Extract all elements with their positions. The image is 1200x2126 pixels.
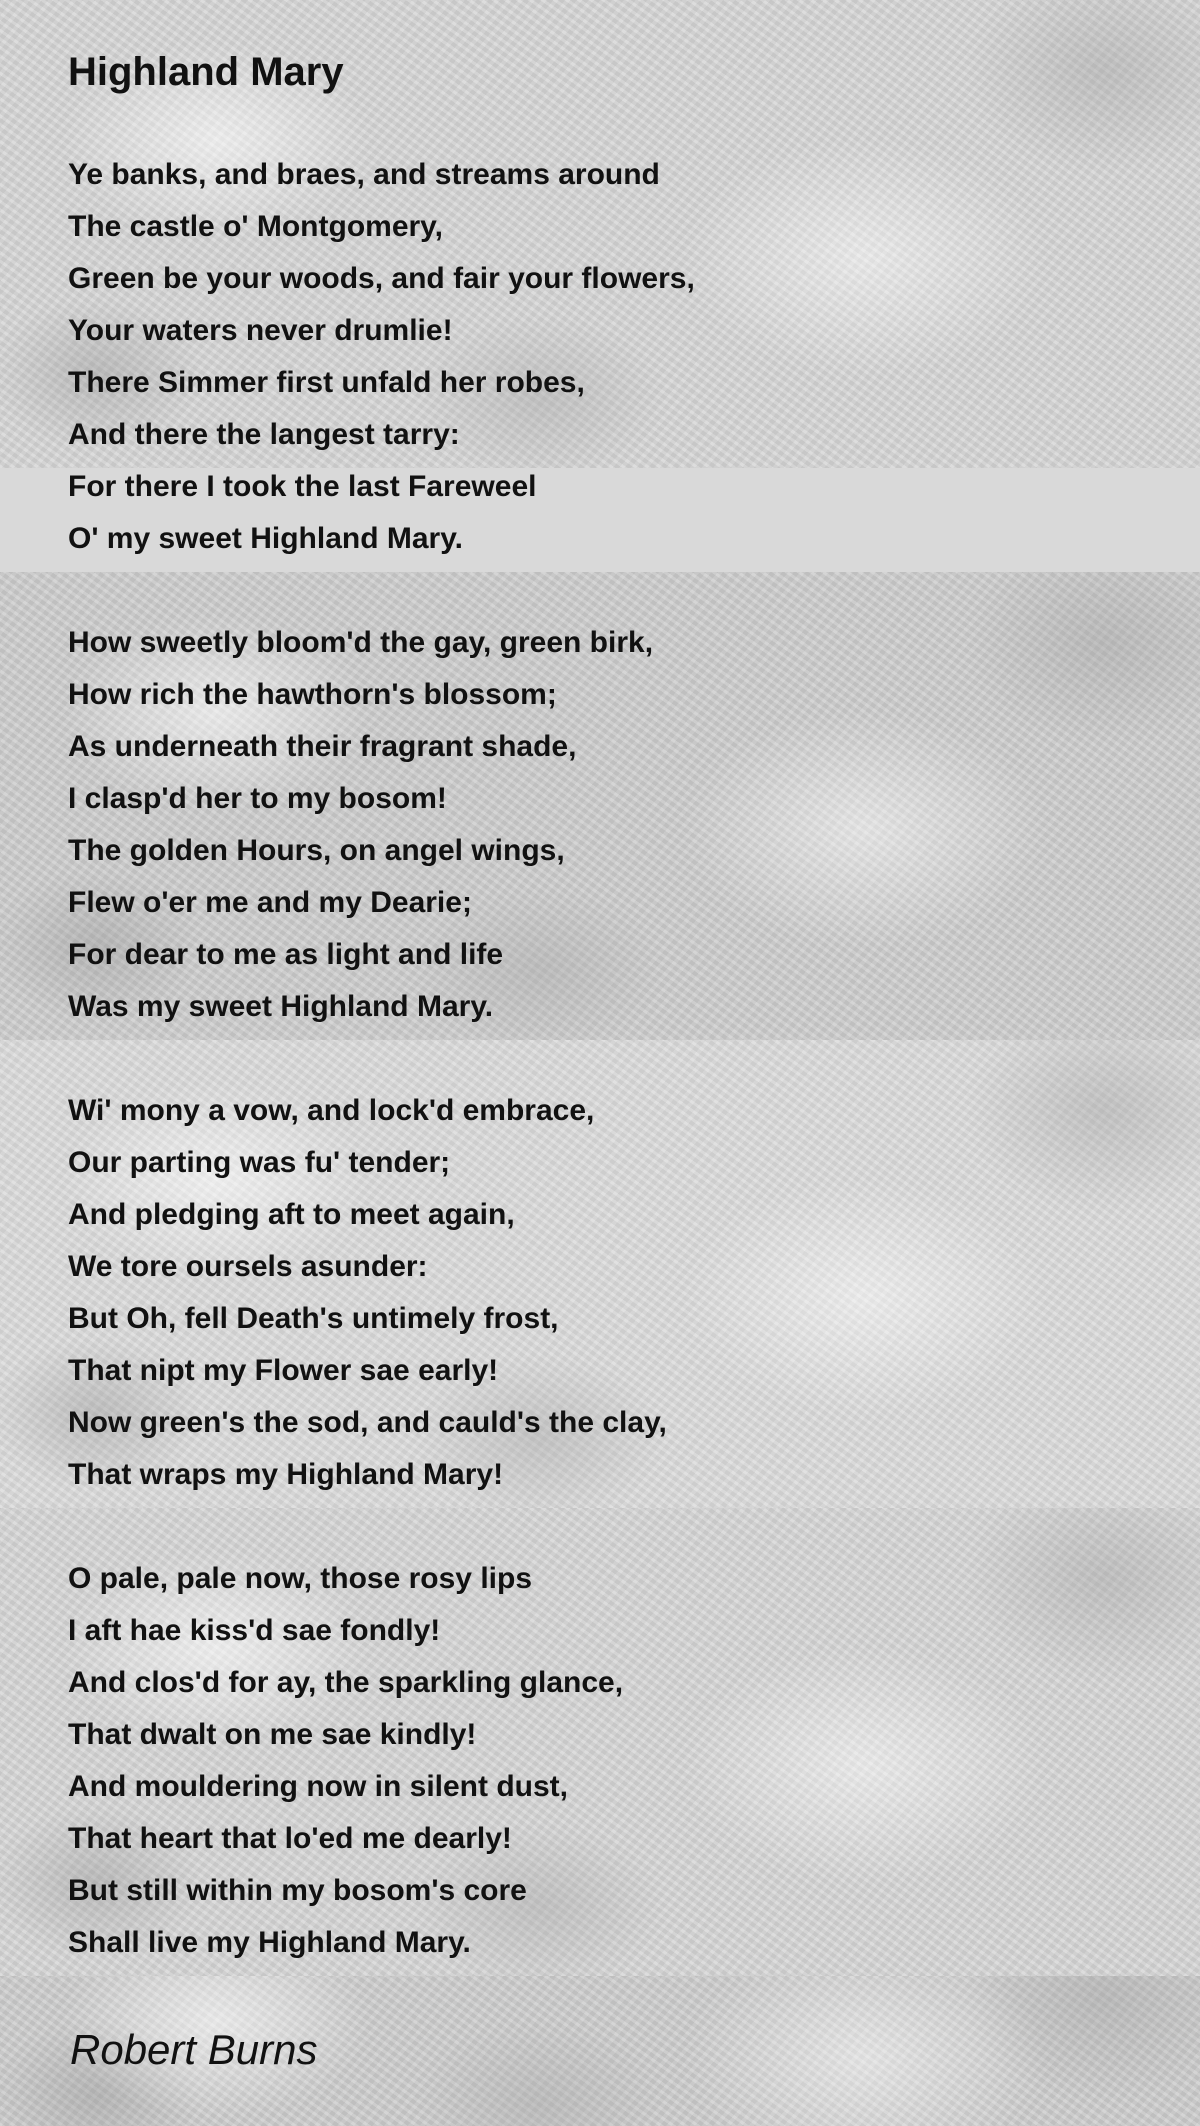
poem-line: And pledging aft to meet again, (68, 1198, 515, 1231)
poem-line: Ye banks, and braes, and streams around (68, 158, 660, 191)
poem-title: Highland Mary (68, 50, 344, 94)
poem-line: As underneath their fragrant shade, (68, 730, 577, 763)
poem-line: How rich the hawthorn's blossom; (68, 678, 557, 711)
poem-line: The golden Hours, on angel wings, (68, 834, 565, 867)
poem-line: But Oh, fell Death's untimely frost, (68, 1302, 559, 1335)
poem-line: Was my sweet Highland Mary. (68, 990, 494, 1023)
poem-line: Wi' mony a vow, and lock'd embrace, (68, 1094, 595, 1127)
poem-line: That nipt my Flower sae early! (68, 1354, 499, 1387)
poem-line: Your waters never drumlie! (68, 314, 453, 347)
poem-line: How sweetly bloom'd the gay, green birk, (68, 626, 654, 659)
stanza (68, 1553, 623, 1969)
poem-line: The castle o' Montgomery, (68, 210, 443, 243)
poem-line: And clos'd for ay, the sparkling glance, (68, 1666, 624, 1699)
poem-line: Now green's the sod, and cauld's the clay, (68, 1406, 667, 1439)
poem-line: Shall live my Highland Mary. (68, 1926, 471, 1959)
poem-line: I aft hae kiss'd sae fondly! (68, 1614, 441, 1647)
poem-line: That dwalt on me sae kindly! (68, 1718, 477, 1751)
stanza (68, 617, 653, 1033)
poem-line: There Simmer first unfald her robes, (68, 366, 585, 399)
poem-author: Robert Burns (70, 2026, 318, 2073)
poem-line: For dear to me as light and life (68, 938, 504, 971)
poem-line: I clasp'd her to my bosom! (68, 782, 447, 815)
poem-line: Flew o'er me and my Dearie; (68, 886, 472, 919)
poem-line: O pale, pale now, those rosy lips (68, 1562, 533, 1595)
poem-line: Green be your woods, and fair your flowers, (68, 262, 695, 295)
poem-line: For there I took the last Fareweel (68, 470, 537, 503)
poem-line: We tore oursels asunder: (68, 1250, 428, 1283)
stanza (68, 1085, 667, 1501)
poem-line: That heart that lo'ed me dearly! (68, 1822, 512, 1855)
poem-line: That wraps my Highland Mary! (68, 1458, 504, 1491)
poem-line: And there the langest tarry: (68, 418, 460, 451)
poem-line: Our parting was fu' tender; (68, 1146, 451, 1179)
poem-line: O' my sweet Highland Mary. (68, 522, 464, 555)
poem-line: And mouldering now in silent dust, (68, 1770, 568, 1803)
stanza (68, 149, 695, 565)
poem-line: But still within my bosom's core (68, 1874, 527, 1907)
